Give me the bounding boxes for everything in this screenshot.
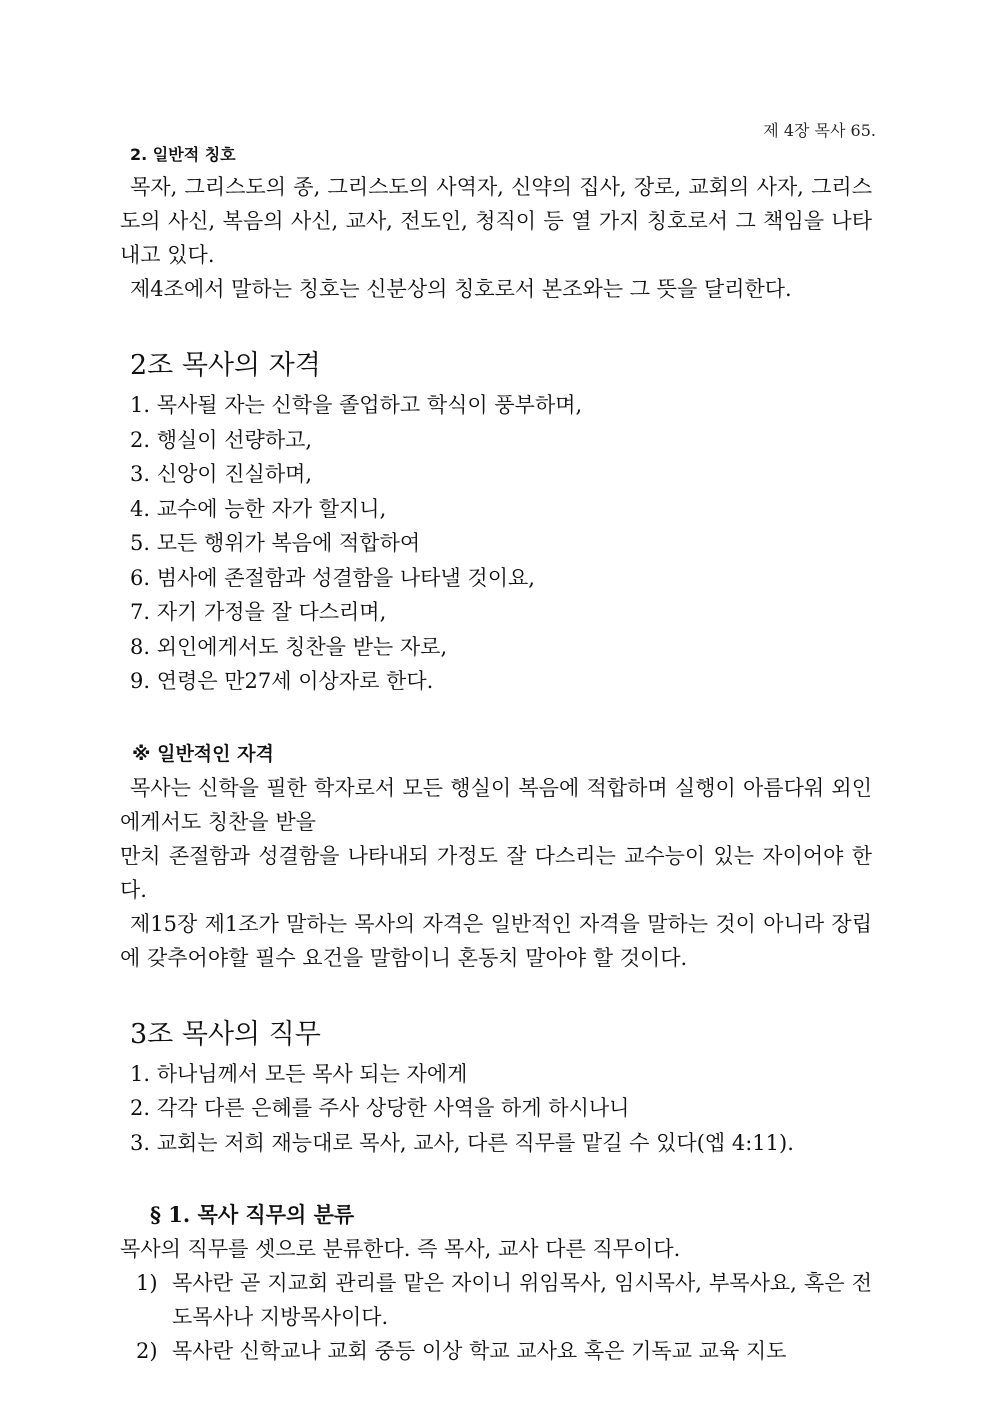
- list-item: 8. 외인에게서도 칭찬을 받는 자로,: [130, 634, 448, 659]
- sub-list-item: [120, 1334, 872, 1368]
- list-item: 1. 목사될 자는 신학을 졸업하고 학식이 풍부하며,: [130, 393, 583, 417]
- page-content: [120, 144, 872, 1368]
- note-paragraph: 만치 존절함과 성결함을 나타내되 가정도 잘 다스리는 교수능이 있는 자이어야 한다.: [120, 843, 872, 902]
- note-paragraph: 목사는 신학을 필한 학자로서 모든 행실이 복음에 적합하며 실행이 아름다워 외인에게서도 칭찬을 받을: [120, 775, 872, 834]
- list-item: 7. 자기 가정을 잘 다스리며,: [130, 600, 387, 624]
- subsection1-intro: 목사의 직무를 셋으로 분류한다. 즉 목사, 교사 다른 직무이다.: [120, 1237, 681, 1261]
- note-title: ※ 일반적인 자격: [132, 742, 274, 765]
- list-item: 1. 하나님께서 모든 목사 되는 자에게: [130, 1061, 468, 1086]
- sub-list-item: [120, 1266, 872, 1334]
- general-title-paragraph: 목자, 그리스도의 종, 그리스도의 사역자, 신약의 집사, 장로, 교회의 사자, 그리스도의 사신, 복음의 사신, 교사, 전도인, 청직이 등 열 가지 칭호로서 그 책임을 나타내고 있다.: [120, 175, 872, 267]
- subsection1-title: § 1. 목사 직무의 분류: [150, 1202, 355, 1227]
- list-item: 3. 신앙이 진실하며,: [130, 462, 313, 486]
- article3-list: [120, 1057, 872, 1161]
- article2-title: 2조 목사의 자격: [130, 350, 321, 381]
- general-title-paragraph: 제4조에서 말하는 칭호는 신분상의 칭호로서 본조와는 그 뜻을 달리한다.: [130, 277, 792, 301]
- list-item: 6. 범사에 존절함과 성결함을 나타낼 것이요,: [130, 565, 535, 590]
- page-header: 제 4장 목사 65.: [763, 121, 876, 140]
- article2-list: [120, 388, 872, 699]
- list-item: 9. 연령은 만27세 이상자로 한다.: [130, 669, 434, 693]
- list-item: 2. 각각 다른 은혜를 주사 상당한 사역을 하게 하시나니: [130, 1096, 630, 1120]
- list-item: 4. 교수에 능한 자가 할지니,: [130, 496, 387, 521]
- list-item: 3. 교회는 저희 재능대로 목사, 교사, 다른 직무를 맡길 수 있다(엡 4:11).: [130, 1130, 794, 1155]
- sub-list-text: 목사란 신학교나 교회 중등 이상 학교 교사요 혹은 기독교 교육 지도: [172, 1339, 787, 1363]
- note-paragraph: 제15장 제1조가 말하는 목사의 자격은 일반적인 자격을 말하는 것이 아니라 장립에 갖추어야할 필수 요건을 말함이니 혼동치 말아야 할 것이다.: [120, 911, 872, 970]
- general-title-heading: 2. 일반적 칭호: [130, 145, 236, 164]
- sub-list-number: 1): [136, 1271, 158, 1295]
- list-item: 2. 행실이 선량하고,: [130, 427, 313, 452]
- sub-list-text: 목사란 곧 지교회 관리를 맡은 자이니 위임목사, 임시목사, 부목사요, 혹은 전도목사나 지방목사이다.: [172, 1271, 872, 1329]
- list-item: 5. 모든 행위가 복음에 적합하여: [130, 531, 421, 555]
- article3-title: 3조 목사의 직무: [130, 1018, 321, 1050]
- sub-list-number: 2): [136, 1339, 158, 1363]
